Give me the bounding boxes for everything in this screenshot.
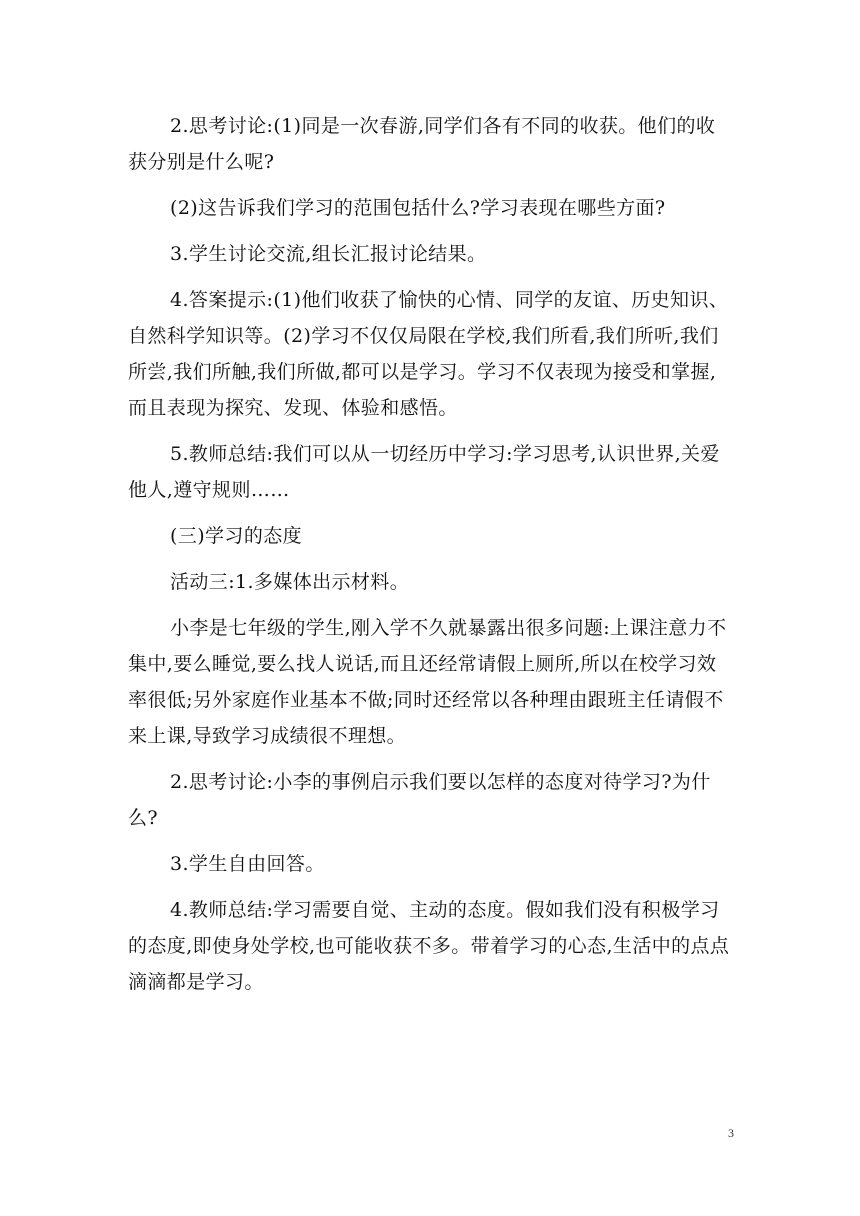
paragraph-discussion-2: 2.思考讨论:小李的事例启示我们要以怎样的态度对待学习?为什么? xyxy=(128,771,711,829)
document-body xyxy=(128,108,732,1000)
paragraph-case-material: 小李是七年级的学生,刚入学不久就暴露出很多问题:上课注意力不集中,要么睡觉,要么找人说话,而且还经常请假上厕所,所以在校学习效率很低;另外家庭作业基本不做;同时还经常以各种理由跟班主任请假不来上课,导致学习成绩很不理想。 xyxy=(128,617,727,747)
paragraph-teacher-summary-1: 5.教师总结:我们可以从一切经历中学习:学习思考,认识世界,关爱他人,遵守规则…… xyxy=(128,443,720,501)
paragraph-discussion-1-part-2: (2)这告诉我们学习的范围包括什么?学习表现在哪些方面? xyxy=(170,197,666,219)
page-number: 3 xyxy=(728,1126,734,1140)
paragraph-answer-hints: 4.答案提示:(1)他们收获了愉快的心情、同学的友谊、历史知识、自然科学知识等。(2)学习不仅仅局限在学校,我们所看,我们所听,我们所尝,我们所触,我们所做,都可以是学习。学习不仅表现为接受和掌握,而且表现为探究、发现、体验和感悟。 xyxy=(128,289,729,419)
paragraph-free-answer: 3.学生自由回答。 xyxy=(170,853,325,875)
paragraph-teacher-summary-2: 4.教师总结:学习需要自觉、主动的态度。假如我们没有积极学习的态度,即使身处学校,也可能收获不多。带着学习的心态,生活中的点点滴滴都是学习。 xyxy=(128,899,730,993)
paragraph-activity-three: 活动三:1.多媒体出示材料。 xyxy=(170,571,410,593)
paragraph-discussion-1: 2.思考讨论:(1)同是一次春游,同学们各有不同的收获。他们的收获分别是什么呢? xyxy=(128,115,716,173)
section-heading-learning-attitude: (三)学习的态度 xyxy=(170,525,303,547)
paragraph-student-discussion: 3.学生讨论交流,组长汇报讨论结果。 xyxy=(170,243,487,265)
